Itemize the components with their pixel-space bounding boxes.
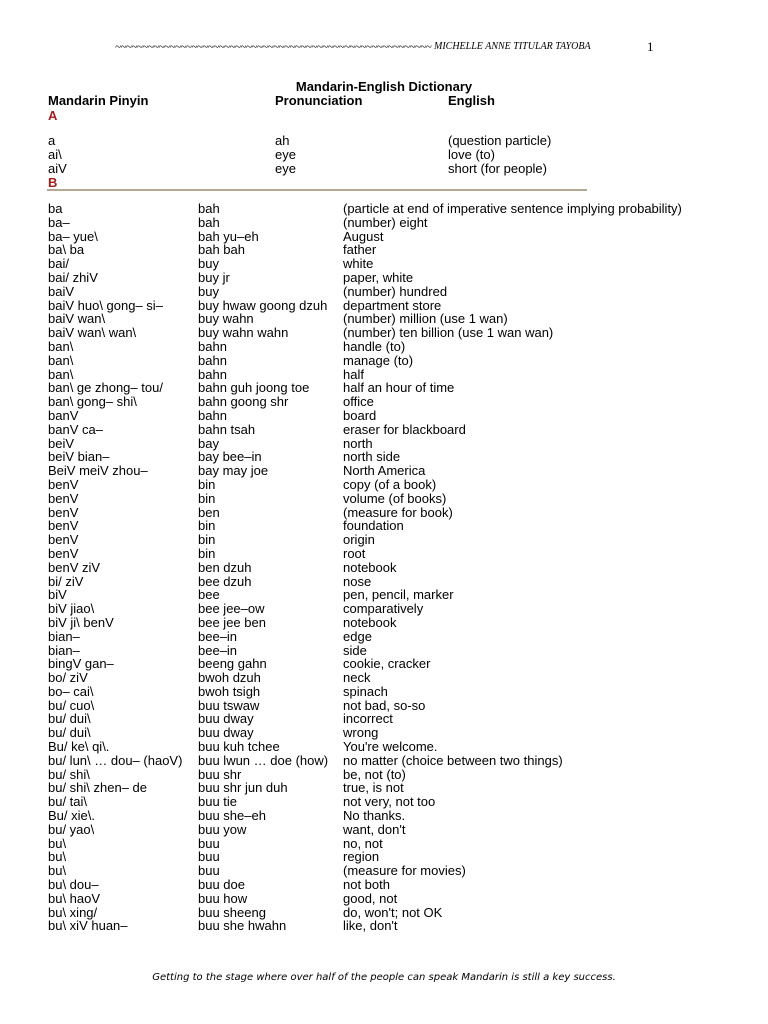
entry-english: good, not bbox=[343, 890, 398, 906]
entry-pronunciation: buu yow bbox=[198, 821, 247, 837]
entry-row bbox=[0, 575, 768, 589]
entry-pronunciation: bin bbox=[198, 545, 216, 561]
entry-english: (question particle) bbox=[448, 133, 552, 148]
entry-english: comparatively bbox=[343, 601, 424, 617]
entry-row bbox=[0, 409, 768, 423]
entry-pinyin: benV bbox=[48, 490, 79, 506]
entry-english: north bbox=[343, 435, 373, 451]
entry-row bbox=[0, 450, 768, 464]
entry-english: want, don't bbox=[343, 821, 406, 837]
entry-row bbox=[0, 561, 768, 575]
entry-pronunciation: bah bah bbox=[198, 242, 245, 258]
entry-row bbox=[0, 864, 768, 878]
entry-pinyin: beiV bian– bbox=[48, 449, 110, 465]
entry-pinyin: a bbox=[48, 133, 56, 148]
entry-english: (measure for book) bbox=[343, 504, 453, 520]
header-author: MICHELLE ANNE TITULAR TAYOBA bbox=[434, 41, 591, 52]
entry-row bbox=[0, 850, 768, 864]
entry-english: love (to) bbox=[448, 147, 495, 162]
entry-row bbox=[0, 340, 768, 354]
entry-english: wrong bbox=[343, 725, 379, 741]
entry-pronunciation: buy hwaw goong dzuh bbox=[198, 297, 328, 313]
entry-pronunciation: buu she–eh bbox=[198, 808, 266, 824]
entry-pinyin: ai\ bbox=[48, 147, 62, 162]
entry-row bbox=[0, 602, 768, 616]
entry-row bbox=[0, 712, 768, 726]
entry-english: (number) eight bbox=[343, 214, 428, 230]
entry-english: half bbox=[343, 366, 364, 382]
entry-row bbox=[0, 423, 768, 437]
entry-english: (number) hundred bbox=[343, 283, 448, 299]
entry-pronunciation: ah bbox=[275, 133, 290, 148]
entry-english: not very, not too bbox=[343, 794, 436, 810]
entry-english: be, not (to) bbox=[343, 766, 406, 782]
entry-pinyin: bu/ lun\ … dou– (haoV) bbox=[48, 752, 183, 768]
entry-row bbox=[0, 243, 768, 257]
entry-english: August bbox=[343, 228, 384, 244]
entry-pronunciation: ben dzuh bbox=[198, 559, 252, 575]
entry-pinyin: ba bbox=[48, 201, 63, 216]
entry-english: department store bbox=[343, 297, 442, 313]
entry-english: volume (of books) bbox=[343, 490, 447, 506]
entry-pronunciation: bahn bbox=[198, 338, 227, 354]
entry-english: eraser for blackboard bbox=[343, 421, 466, 437]
entry-row bbox=[0, 299, 768, 313]
entry-pinyin: beiV bbox=[48, 435, 75, 451]
entry-pronunciation: buu shr bbox=[198, 766, 242, 782]
entry-row bbox=[0, 381, 768, 395]
entry-pronunciation: bahn bbox=[198, 366, 227, 382]
entry-english: handle (to) bbox=[343, 338, 406, 354]
entry-english: root bbox=[343, 545, 366, 561]
entry-row bbox=[0, 547, 768, 561]
entry-pinyin: benV bbox=[48, 545, 79, 561]
entry-row bbox=[0, 699, 768, 713]
entry-pinyin: bu/ tai\ bbox=[48, 794, 88, 810]
entry-pinyin: banV bbox=[48, 407, 79, 423]
entry-pinyin: bi/ ziV bbox=[48, 573, 84, 589]
entry-row bbox=[0, 906, 768, 920]
entry-pinyin: bu\ haoV bbox=[48, 890, 101, 906]
entry-english: origin bbox=[343, 532, 375, 548]
entry-english: manage (to) bbox=[343, 352, 414, 368]
entry-pronunciation: buu dway bbox=[198, 711, 254, 727]
entry-pronunciation: buu sheeng bbox=[198, 904, 266, 920]
entry-pinyin: ban\ bbox=[48, 338, 74, 354]
entry-pronunciation: buy jr bbox=[198, 269, 230, 285]
entry-pinyin: benV bbox=[48, 476, 79, 492]
entry-pinyin: baiV bbox=[48, 283, 75, 299]
section-letter-b: B bbox=[48, 175, 58, 190]
entry-pronunciation: eye bbox=[275, 147, 296, 162]
entry-pinyin: bian– bbox=[48, 628, 80, 644]
entry-row bbox=[0, 162, 768, 176]
entry-pronunciation: ben bbox=[198, 504, 220, 520]
entry-pronunciation: bee bbox=[198, 587, 220, 603]
entry-row bbox=[0, 630, 768, 644]
entry-pinyin: banV ca– bbox=[48, 421, 103, 437]
section-letter-a: A bbox=[48, 108, 58, 123]
entry-row bbox=[0, 354, 768, 368]
entry-pinyin: baiV wan\ bbox=[48, 311, 106, 327]
entry-row bbox=[0, 657, 768, 671]
entry-row bbox=[0, 809, 768, 823]
section-divider bbox=[47, 189, 587, 191]
entry-pinyin: bu\ xing/ bbox=[48, 904, 98, 920]
entry-pronunciation: buu dway bbox=[198, 725, 254, 741]
entry-english: You're welcome. bbox=[343, 739, 438, 755]
entry-row bbox=[0, 464, 768, 478]
entry-english: short (for people) bbox=[448, 161, 547, 176]
entry-pronunciation: bin bbox=[198, 532, 216, 548]
entry-row bbox=[0, 271, 768, 285]
entry-pronunciation: bahn tsah bbox=[198, 421, 256, 437]
entry-english: no matter (choice between two things) bbox=[343, 752, 563, 768]
column-header-english: English bbox=[448, 93, 495, 108]
entry-row bbox=[0, 740, 768, 754]
entry-english: incorrect bbox=[343, 711, 393, 727]
entry-english: north side bbox=[343, 449, 401, 465]
entry-pinyin: ban\ ge zhong– tou/ bbox=[48, 380, 163, 396]
entry-row bbox=[0, 892, 768, 906]
entry-english: like, don't bbox=[343, 918, 398, 934]
column-header-pinyin: Mandarin Pinyin bbox=[48, 93, 149, 108]
entry-pronunciation: bin bbox=[198, 490, 216, 506]
entry-pronunciation: bay bee–in bbox=[198, 449, 262, 465]
entry-row bbox=[0, 519, 768, 533]
entry-english: father bbox=[343, 242, 377, 258]
entry-english: not both bbox=[343, 877, 390, 893]
entry-row bbox=[0, 230, 768, 244]
entry-pronunciation: bwoh dzuh bbox=[198, 670, 261, 686]
entry-pinyin: biV bbox=[48, 587, 67, 603]
entry-pinyin: ban\ gong– shi\ bbox=[48, 394, 137, 410]
entry-english: (particle at end of imperative sentence implying probability) bbox=[343, 201, 682, 216]
entry-pronunciation: bin bbox=[198, 476, 216, 492]
entry-english: neck bbox=[343, 670, 371, 686]
entry-row bbox=[0, 754, 768, 768]
entry-english: notebook bbox=[343, 559, 397, 575]
entry-row bbox=[0, 726, 768, 740]
entry-row bbox=[0, 368, 768, 382]
entry-row bbox=[0, 216, 768, 230]
entry-pronunciation: bee–in bbox=[198, 642, 238, 658]
entry-english: side bbox=[343, 642, 367, 658]
entry-row bbox=[0, 919, 768, 933]
entry-english: paper, white bbox=[343, 269, 414, 285]
entry-english: (number) ten billion (use 1 wan wan) bbox=[343, 325, 554, 341]
entry-pinyin: bu\ bbox=[48, 849, 67, 865]
entry-list-b bbox=[0, 202, 768, 933]
entry-pronunciation: bin bbox=[198, 518, 216, 534]
entry-row bbox=[0, 768, 768, 782]
entry-pronunciation: bee jee ben bbox=[198, 614, 266, 630]
entry-row bbox=[0, 148, 768, 162]
entry-pinyin: biV ji\ benV bbox=[48, 614, 114, 630]
entry-row bbox=[0, 285, 768, 299]
column-header-pronunciation: Pronunciation bbox=[275, 93, 363, 108]
entry-pronunciation: bahn bbox=[198, 407, 227, 423]
entry-english: white bbox=[343, 256, 374, 272]
entry-row bbox=[0, 134, 768, 148]
entry-english: foundation bbox=[343, 518, 404, 534]
entry-pronunciation: bay bbox=[198, 435, 219, 451]
entry-pronunciation: buy wahn wahn bbox=[198, 325, 289, 341]
entry-pronunciation: bahn goong shr bbox=[198, 394, 289, 410]
entry-row bbox=[0, 781, 768, 795]
entry-english: No thanks. bbox=[343, 808, 406, 824]
entry-row bbox=[0, 533, 768, 547]
entry-pinyin: baiV wan\ wan\ bbox=[48, 325, 137, 341]
entry-english: office bbox=[343, 394, 374, 410]
entry-pronunciation: buu she hwahn bbox=[198, 918, 287, 934]
entry-pinyin: ba– yue\ bbox=[48, 228, 98, 244]
entry-row bbox=[0, 644, 768, 658]
entry-pinyin: bu\ bbox=[48, 863, 67, 879]
entry-row bbox=[0, 257, 768, 271]
entry-english: board bbox=[343, 407, 377, 423]
entry-pronunciation: beeng gahn bbox=[198, 656, 267, 672]
entry-english: North America bbox=[343, 463, 426, 479]
entry-pinyin: Bu/ xie\. bbox=[48, 808, 95, 824]
entry-english: half an hour of time bbox=[343, 380, 455, 396]
entry-pronunciation: buu bbox=[198, 849, 220, 865]
entry-english: region bbox=[343, 849, 380, 865]
entry-english: copy (of a book) bbox=[343, 476, 437, 492]
entry-english: notebook bbox=[343, 614, 397, 630]
entry-pinyin: benV bbox=[48, 504, 79, 520]
entry-pinyin: ba– bbox=[48, 214, 70, 230]
entry-pinyin: benV bbox=[48, 532, 79, 548]
entry-pinyin: ban\ bbox=[48, 352, 74, 368]
entry-pinyin: benV bbox=[48, 518, 79, 534]
entry-row bbox=[0, 823, 768, 837]
entry-pinyin: bingV gan– bbox=[48, 656, 114, 672]
entry-row bbox=[0, 326, 768, 340]
entry-pronunciation: bay may joe bbox=[198, 463, 269, 479]
entry-english: no, not bbox=[343, 835, 383, 851]
entry-row bbox=[0, 437, 768, 451]
entry-english: true, is not bbox=[343, 780, 404, 796]
entry-pronunciation: bah bbox=[198, 201, 220, 216]
entry-pinyin: bu/ shi\ zhen– de bbox=[48, 780, 148, 796]
entry-pinyin: bu\ dou– bbox=[48, 877, 99, 893]
entry-english: pen, pencil, marker bbox=[343, 587, 454, 603]
entry-row bbox=[0, 671, 768, 685]
entry-pinyin: bai/ zhiV bbox=[48, 269, 98, 285]
entry-row bbox=[0, 395, 768, 409]
entry-pronunciation: buu tswaw bbox=[198, 697, 260, 713]
entry-pronunciation: bwoh tsigh bbox=[198, 683, 261, 699]
entry-pinyin: biV jiao\ bbox=[48, 601, 95, 617]
entry-english: do, won't; not OK bbox=[343, 904, 443, 920]
entry-pinyin: BeiV meiV zhou– bbox=[48, 463, 148, 479]
header-tilde-rule: ~~~~~~~~~~~~~~~~~~~~~~~~~~~~~~~~~~~~~~~~~~~~~~~~~~~~~~~~~~ bbox=[115, 41, 432, 53]
entry-english: spinach bbox=[343, 683, 388, 699]
entry-pinyin: bu\ bbox=[48, 835, 67, 851]
entry-pinyin: bian– bbox=[48, 642, 80, 658]
entry-english: nose bbox=[343, 573, 372, 589]
entry-pronunciation: buu bbox=[198, 835, 220, 851]
entry-row bbox=[0, 588, 768, 602]
entry-row bbox=[0, 478, 768, 492]
entry-pinyin: bu/ cuo\ bbox=[48, 697, 95, 713]
entry-row bbox=[0, 506, 768, 520]
entry-row bbox=[0, 685, 768, 699]
entry-row bbox=[0, 878, 768, 892]
entry-pinyin: bu\ xiV huan– bbox=[48, 918, 128, 934]
entry-pinyin: ban\ bbox=[48, 366, 74, 382]
entry-pinyin: benV ziV bbox=[48, 559, 101, 575]
entry-row bbox=[0, 616, 768, 630]
entry-pronunciation: buy bbox=[198, 283, 219, 299]
document-title: Mandarin-English Dictionary bbox=[295, 79, 473, 94]
entry-row bbox=[0, 492, 768, 506]
entry-english: not bad, so-so bbox=[343, 697, 426, 713]
entry-pronunciation: buu lwun … doe (how) bbox=[198, 752, 329, 768]
entry-pinyin: bo– cai\ bbox=[48, 683, 94, 699]
entry-pinyin: bo/ ziV bbox=[48, 670, 88, 686]
entry-pinyin: bu/ shi\ bbox=[48, 766, 90, 782]
entry-pronunciation: bee–in bbox=[198, 628, 238, 644]
entry-pronunciation: buu doe bbox=[198, 877, 245, 893]
entry-english: edge bbox=[343, 628, 372, 644]
entry-pinyin: bu/ dui\ bbox=[48, 725, 91, 741]
entry-pronunciation: buu bbox=[198, 863, 220, 879]
entry-pinyin: Bu/ ke\ qi\. bbox=[48, 739, 110, 755]
page-header bbox=[0, 39, 768, 57]
entry-pronunciation: bee dzuh bbox=[198, 573, 252, 589]
entry-english: (number) million (use 1 wan) bbox=[343, 311, 508, 327]
entry-pronunciation: buu shr jun duh bbox=[198, 780, 288, 796]
page-number: 1 bbox=[647, 39, 654, 54]
entry-pinyin: bu/ yao\ bbox=[48, 821, 95, 837]
entry-pronunciation: bee jee–ow bbox=[198, 601, 265, 617]
entry-pronunciation: bahn guh joong toe bbox=[198, 380, 310, 396]
page-footer: Getting to the stage where over half of the people can speak Mandarin is still a key success. bbox=[152, 972, 616, 983]
entry-row bbox=[0, 795, 768, 809]
entry-pronunciation: bah yu–eh bbox=[198, 228, 259, 244]
entry-english: cookie, cracker bbox=[343, 656, 431, 672]
entry-pinyin: baiV huo\ gong– si– bbox=[48, 297, 163, 313]
entry-row bbox=[0, 202, 768, 216]
entry-pronunciation: bah bbox=[198, 214, 220, 230]
entry-row bbox=[0, 312, 768, 326]
entry-pronunciation: buu kuh tchee bbox=[198, 739, 280, 755]
entry-pinyin: bai/ bbox=[48, 256, 69, 272]
entry-pinyin: aiV bbox=[48, 161, 67, 176]
entry-pronunciation: bahn bbox=[198, 352, 227, 368]
entry-pinyin: ba\ ba bbox=[48, 242, 85, 258]
entry-pronunciation: buu how bbox=[198, 890, 248, 906]
entry-pronunciation: buy bbox=[198, 256, 219, 272]
entry-pinyin: bu/ dui\ bbox=[48, 711, 91, 727]
entry-pronunciation: buy wahn bbox=[198, 311, 254, 327]
entry-pronunciation: buu tie bbox=[198, 794, 238, 810]
entry-pronunciation: eye bbox=[275, 161, 296, 176]
entry-row bbox=[0, 837, 768, 851]
entry-english: (measure for movies) bbox=[343, 863, 466, 879]
